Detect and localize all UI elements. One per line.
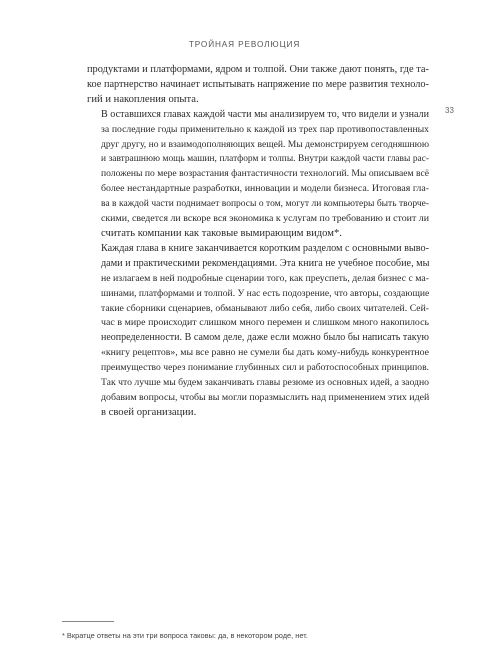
paragraph-2 (87, 108, 429, 242)
text-line: В оставшихся главах каждой части мы анализируем то, что видели и узнали (101, 108, 429, 120)
paragraph-3 (87, 242, 429, 421)
text-line: гий и накопления опыта. (87, 93, 199, 105)
text-line: преимущество через понимание глубинных сил и работоспособных принципов. (101, 362, 429, 374)
text-line: час в мире происходит слишком много перемен и слишком много накопилось (101, 317, 429, 329)
text-line: и завтрашнюю мощь машин, платформ и толпы. Внутри каждой части главы рас- (101, 154, 429, 165)
footnote-divider (62, 621, 114, 622)
text-line: дами и практическими рекомендациями. Эта книга не учебное пособие, мы (101, 257, 430, 269)
text-line: «книгу рецептов», мы все равно не сумели бы дать кому-нибудь конкурентное (101, 347, 429, 359)
text-line: шинами, платформами и толпой. У нас есть подозрение, что авторы, создающие (101, 287, 430, 299)
text-line: друг другу, но и взаимодополняющих вещей. Мы демонстрируем сегодняшнюю (101, 138, 429, 150)
text-line: Так что лучше мы будем заканчивать главы резюме из основных идей, а заодно (101, 377, 429, 389)
text-line: неопределенности. В самом деле, даже если можно было бы написать такую (101, 332, 429, 344)
page-number: 33 (445, 106, 454, 115)
text-line: Каждая глава в книге заканчивается коротким разделом с основными выво- (101, 242, 429, 254)
text-line: положены по мере возрастания фантастичности технологий. Мы описываем всё (101, 168, 429, 180)
text-line: продуктами и платформами, ядром и толпой. Они также дают понять, где та- (87, 64, 429, 75)
text-line: такие сборники сценариев, обманывают либо себя, либо своих читателей. Сей- (101, 302, 429, 314)
footnote: * Вкратце ответы на эти три вопроса таковы: да, в некотором роде, нет. (62, 631, 308, 640)
text-line: кое партнерство начинает испытывать напряжение по мере развития техноло- (87, 78, 429, 90)
paragraph-1 (87, 63, 429, 108)
text-line: скими, сведется ли вскоре вся экономика к услугам по требованию и стоит ли (101, 213, 429, 225)
text-line: более нестандартные разработки, инновации и модели бизнеса. Итоговая гла- (101, 183, 429, 195)
text-line: добавим вопросы, чтобы вы могли поразмыслить над применением этих идей (101, 391, 430, 403)
text-line: считать компании как таковые вымирающим видом*. (101, 227, 342, 239)
text-line: за последние годы применительно к каждой из трех пар противопоставленных (101, 123, 429, 135)
text-line: ва в каждой части поднимает вопросы о том, могут ли компьютеры быть творче- (101, 199, 429, 210)
text-line: в своей организации. (101, 406, 197, 418)
running-head: ТРОЙНАЯ РЕВОЛЮЦИЯ (188, 40, 301, 49)
body-text (87, 63, 429, 421)
text-line: не излагаем в ней подробные сценарии того, как преуспеть, делая бизнес с ма- (101, 272, 430, 284)
